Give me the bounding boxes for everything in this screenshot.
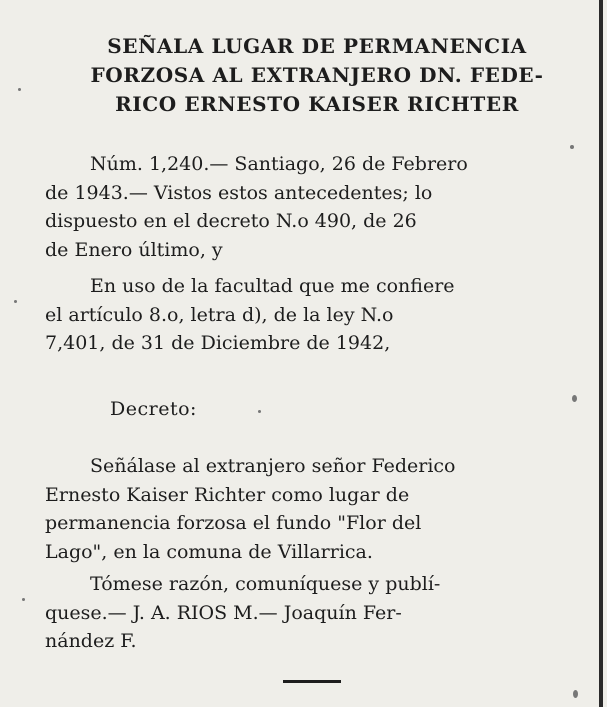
print-speck bbox=[572, 395, 577, 402]
paragraph-preamble bbox=[45, 150, 581, 264]
authority-line-2: el artículo 8.o, letra d), de la ley N.o bbox=[45, 303, 394, 326]
resolution-line-4: Lago", en la comuna de Villarrica. bbox=[45, 540, 373, 563]
title-line-2: FORZOSA AL EXTRANJERO DN. FEDE- bbox=[90, 63, 544, 87]
title-line-1: SEÑALA LUGAR DE PERMANENCIA bbox=[107, 34, 527, 58]
print-speck bbox=[14, 300, 17, 303]
decreto-heading: Decreto: bbox=[110, 398, 197, 420]
closing-rule bbox=[283, 680, 341, 683]
authority-line-3: 7,401, de 31 de Diciembre de 1942, bbox=[45, 332, 391, 354]
column-rule bbox=[599, 0, 603, 707]
paragraph-resolution bbox=[45, 452, 581, 566]
title-line-3: RICO ERNESTO KAISER RICHTER bbox=[115, 92, 519, 116]
signature-line-2: quese.— J. A. RIOS M.— Joaquín Fer- bbox=[45, 601, 402, 624]
paragraph-signatures bbox=[45, 570, 581, 656]
print-speck bbox=[573, 690, 578, 698]
print-speck bbox=[570, 145, 574, 149]
preamble-line-4: de Enero último, y bbox=[45, 238, 223, 261]
print-speck bbox=[22, 598, 25, 601]
preamble-line-2: de 1943.— Vistos estos antecedentes; lo bbox=[45, 181, 433, 204]
paragraph-authority bbox=[45, 272, 581, 358]
authority-line-1: En uso de la facultad que me confiere bbox=[90, 275, 455, 297]
preamble-line-3: dispuesto en el decreto N.o 490, de 26 bbox=[45, 210, 417, 232]
signature-line-1: Tómese razón, comuníquese y publí- bbox=[90, 573, 441, 595]
preamble-line-1: Núm. 1,240.— Santiago, 26 de Febrero bbox=[90, 153, 468, 175]
document-title bbox=[52, 32, 582, 119]
print-speck bbox=[18, 88, 21, 91]
resolution-line-1: Señálase al extranjero señor Federico bbox=[90, 455, 456, 477]
resolution-line-2: Ernesto Kaiser Richter como lugar de bbox=[45, 483, 410, 506]
resolution-line-3: permanencia forzosa el fundo "Flor del bbox=[45, 512, 422, 534]
print-speck bbox=[258, 410, 261, 413]
signature-line-3: nández F. bbox=[45, 630, 137, 652]
